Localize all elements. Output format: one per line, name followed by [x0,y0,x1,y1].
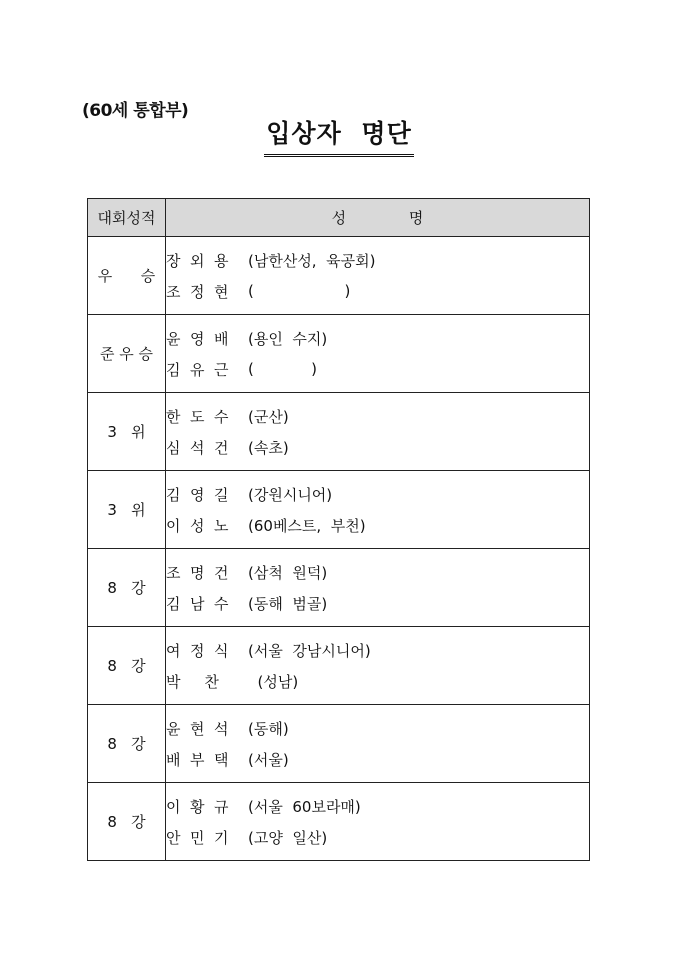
table-row [88,549,590,627]
names-cell [166,315,590,393]
names-cell [166,705,590,783]
names-cell [166,393,590,471]
player-name: 박 찬 [166,672,219,691]
player-name: 배 부 택 [166,750,229,769]
player-club: ( ) [248,282,351,300]
player-club: (군산) [248,407,289,426]
list-item [166,432,589,463]
table-row [88,471,590,549]
player-club: (성남) [248,672,299,691]
player-club: (서울 강남시니어) [248,641,371,660]
rank-cell [88,315,166,393]
rank-cell [88,549,166,627]
rank-text: 8 강 [107,579,146,597]
table-row [88,627,590,705]
rank-column-header: 대회성적 [88,199,166,237]
list-item [166,510,589,541]
rank-text: 8 강 [107,735,146,753]
player-club: ( ) [248,360,317,378]
list-item [166,666,589,697]
player-name: 윤 현 석 [166,719,229,738]
player-club: (삼척 원덕) [248,563,328,582]
names-cell [166,783,590,861]
player-name: 장 외 용 [166,251,229,270]
table-row [88,315,590,393]
list-item [166,245,589,276]
rank-cell [88,783,166,861]
player-name: 안 민 기 [166,828,229,847]
player-name: 조 정 현 [166,282,229,301]
name-column-header [166,199,590,237]
page-title-text: 입상자 명단 [264,114,413,157]
player-club: (동해) [248,719,289,738]
table-row [88,705,590,783]
player-name: 이 성 노 [166,516,229,535]
list-item [166,479,589,510]
player-club: (동해 범골) [248,594,328,613]
results-table [87,198,590,861]
rank-cell [88,237,166,315]
table-row [88,393,590,471]
table-header-row [88,199,590,237]
list-item [166,276,589,307]
player-name: 이 황 규 [166,797,229,816]
list-item [166,791,589,822]
rank-cell [88,705,166,783]
rank-text: 준 우 승 [99,345,153,363]
division-label: (60세 통합부) [82,101,189,121]
page-title [0,114,678,157]
rank-text: 8 강 [107,657,146,675]
player-club: (강원시니어) [248,485,333,504]
names-cell [166,549,590,627]
player-club: (용인 수지) [248,329,328,348]
player-club: (60베스트, 부천) [248,516,366,535]
player-name: 조 명 건 [166,563,229,582]
player-name: 한 도 수 [166,407,229,426]
name-column-header-text: 성 명 [331,209,424,227]
list-item [166,744,589,775]
player-name: 김 남 수 [166,594,229,613]
player-name: 김 유 근 [166,360,229,379]
list-item [166,822,589,853]
player-name: 김 영 길 [166,485,229,504]
list-item [166,713,589,744]
list-item [166,635,589,666]
list-item [166,354,589,385]
player-club: (서울 60보라매) [248,797,361,816]
list-item [166,557,589,588]
list-item [166,588,589,619]
player-club: (고양 일산) [248,828,328,847]
player-name: 심 석 건 [166,438,229,457]
rank-text: 8 강 [107,813,146,831]
names-cell [166,627,590,705]
table-row [88,783,590,861]
table-row [88,237,590,315]
player-club: (서울) [248,750,289,769]
rank-text: 3 위 [107,501,146,519]
list-item [166,401,589,432]
rank-text: 3 위 [107,423,146,441]
list-item [166,323,589,354]
player-club: (속초) [248,438,289,457]
rank-text: 우 승 [97,267,156,285]
names-cell [166,471,590,549]
rank-cell [88,627,166,705]
player-name: 윤 영 배 [166,329,229,348]
rank-cell [88,471,166,549]
player-club: (남한산성, 육공회) [248,251,376,270]
rank-cell [88,393,166,471]
player-name: 여 정 식 [166,641,229,660]
names-cell [166,237,590,315]
